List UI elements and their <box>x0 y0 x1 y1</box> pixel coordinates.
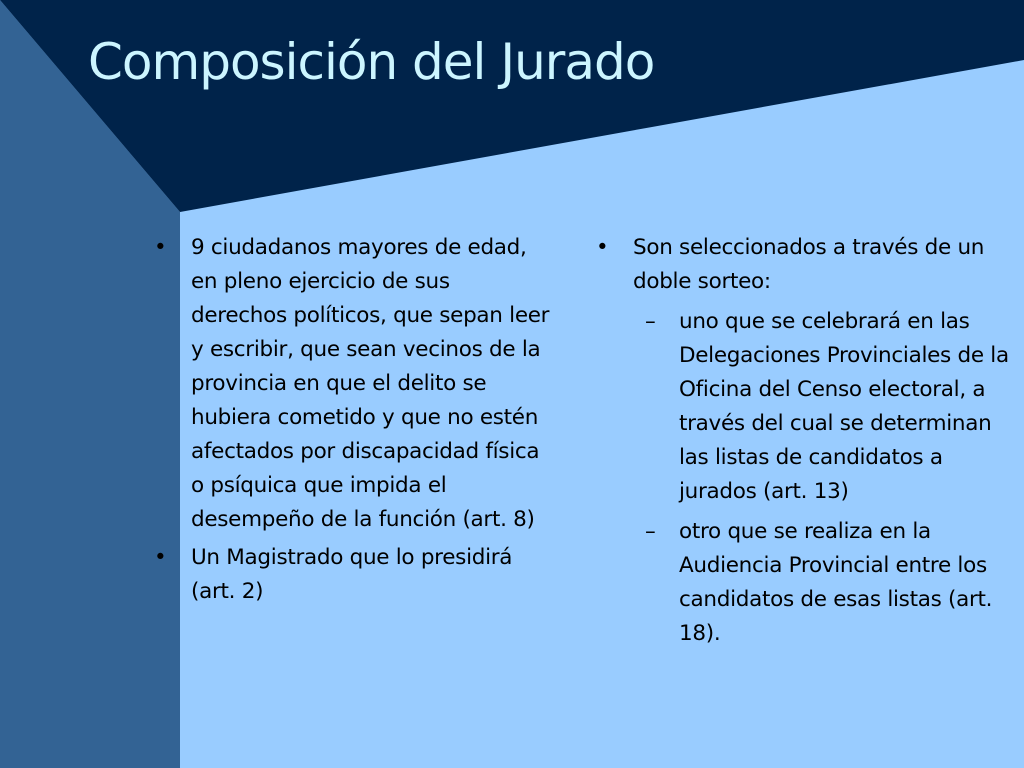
dash-icon: – <box>645 519 656 544</box>
right-bullet-list <box>592 231 1012 651</box>
bullet-item <box>150 231 550 537</box>
sub-bullet-list <box>633 305 1012 651</box>
bullet-icon: • <box>154 235 167 260</box>
bullet-text: Son seleccionados a través de un doble sorteo: <box>633 235 985 294</box>
right-column <box>592 231 1012 657</box>
sub-bullet-item <box>633 305 1012 509</box>
bullet-text: 9 ciudadanos mayores de edad, en pleno ejercicio de sus derechos políticos, que sepan leer y escribir, que sean vecinos de la provincia en que el delito se hubiera cometido y que no estén afectados por discapacidad física o psíquica que impida el desempeño de la función (art. 8) <box>191 235 550 532</box>
sub-bullet-text: otro que se realiza en la Audiencia Provincial entre los candidatos de esas listas (art. 18). <box>679 519 993 646</box>
bullet-icon: • <box>596 235 609 260</box>
bullet-item <box>592 231 1012 651</box>
bullet-item <box>150 541 550 609</box>
dash-icon: – <box>645 309 656 334</box>
slide-title: Composición del Jurado <box>88 33 655 91</box>
bullet-icon: • <box>154 545 167 570</box>
sub-bullet-item <box>633 515 1012 651</box>
sub-bullet-text: uno que se celebrará en las Delegaciones Provinciales de la Oficina del Censo electoral, a través del cual se determinan las listas de candidatos a jurados (art. 13) <box>679 309 1009 504</box>
bullet-text: Un Magistrado que lo presidirá (art. 2) <box>191 545 513 604</box>
left-bullet-list <box>150 231 550 609</box>
left-column <box>150 231 550 613</box>
